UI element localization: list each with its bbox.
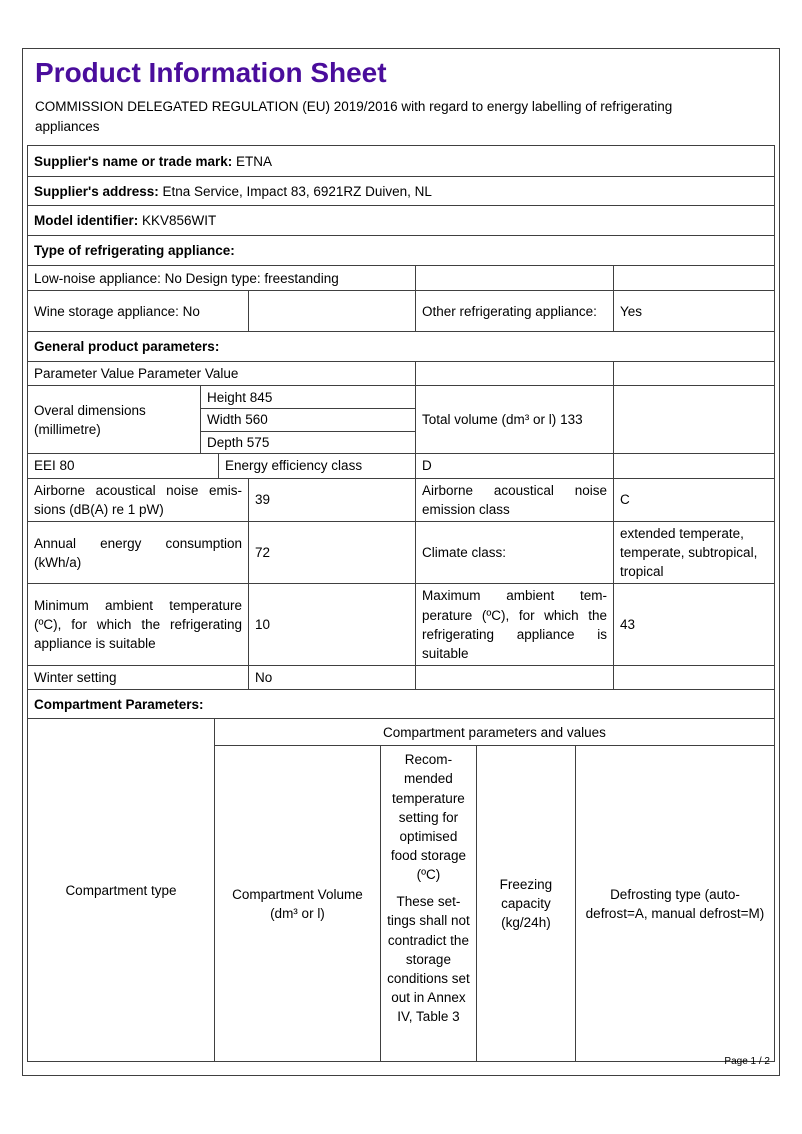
wine-storage-text: Wine storage appliance: No [34,303,200,319]
temperature-setting-header-cell [380,746,476,1061]
winter-setting-row [28,665,774,689]
compartment-params-header-cell [215,719,774,746]
winter-setting-value: No [255,670,273,686]
efficiency-class-label: Energy efficiency class [225,458,363,474]
empty-cell [613,454,774,477]
param-header-cell [28,362,415,385]
dimensions-subtable [200,386,415,453]
temperature-setting-note: These settings shall not contradict the storage conditions set out in Annex IV, Table 3 [387,894,470,1025]
empty-cell [248,291,415,331]
low-noise-cell [28,266,415,290]
energy-consumption-value: 72 [255,545,271,561]
defrosting-type-header: Defrosting type (auto-defrost=A, manual defrost=M) [585,886,765,921]
winter-setting-label: Winter setting [34,670,117,686]
noise-class-value: C [620,492,630,508]
energy-label-cell [28,522,248,583]
other-appliance-cell [415,291,613,331]
page-frame [22,48,780,1076]
dimension-width-text [207,410,268,429]
general-heading-row [28,331,774,361]
depth-value: 575 [246,434,270,450]
efficiency-class-value: D [422,458,432,474]
empty-cell [613,362,774,385]
model-identifier-row [28,205,774,235]
general-heading-cell [28,332,774,361]
empty-cell [415,362,613,385]
min-ambient-value-cell [248,584,415,665]
model-identifier-text [34,211,768,230]
winter-setting-value-cell [248,666,415,689]
regulation-text: COMMISSION DELEGATED REGULATION (EU) 2019/2016 with regard to energy labelling of refrigerating appliances [35,99,673,134]
dimensions-label: Overal dimensions (millimetre) [34,402,146,437]
supplier-address-text [34,182,768,201]
ambient-temperature-row [28,583,774,665]
energy-row [28,521,774,583]
climate-label-cell [415,522,613,583]
empty-cell [415,666,613,689]
max-ambient-value: 43 [620,617,636,633]
other-appliance-value-cell [613,291,774,331]
efficiency-class-value-cell [415,454,613,477]
freezing-capacity-header: Freezing capacity (kg/24h) [499,876,553,931]
height-label: Height [207,389,247,405]
compartment-heading: Compartment Parameters: [34,696,204,712]
total-volume-label: Total volume (dm³ or l) [422,412,557,428]
model-identifier-label: Model identifier: [34,213,139,229]
compartment-params-block [214,719,774,1061]
param-header-row [28,361,774,385]
supplier-name-cell [28,146,774,176]
total-volume-cell [415,386,613,453]
supplier-address-row [28,176,774,205]
winter-setting-label-cell [28,666,248,689]
temperature-setting-main: Recommended temperature setting for optimised food storage (ºC) [390,752,466,883]
total-volume-value: 133 [560,412,583,428]
noise-row [28,478,774,521]
supplier-name-text [34,152,768,171]
dimension-row-depth [201,431,415,453]
eei-value: 80 [59,458,75,474]
freezing-capacity-header-cell [476,746,575,1061]
dimension-row-width [201,408,415,430]
compartment-table-row [28,718,774,1061]
general-heading: General product parameters: [34,339,220,355]
page-title: Product Information Sheet [35,57,387,88]
compartment-type-header: Compartment type [65,882,177,898]
noise-class-label: Airborne acoustical noise emission class [422,482,607,517]
height-value: 845 [249,389,273,405]
compartment-heading-cell [28,690,774,718]
empty-cell [613,666,774,689]
page-number: Page 1 / 2 [724,1056,770,1067]
type-heading-row [28,235,774,265]
supplier-address-label: Supplier's address: [34,183,159,199]
supplier-address-value: Etna Service, Impact 83, 6921RZ Duiven, NL [162,183,432,199]
eei-row [28,453,774,477]
noise-emissions-label: Airborne acoustical noise emissions (dB(A) re 1 pW) [34,482,242,517]
compartment-params-header: Compartment parameters and values [383,724,606,740]
compartment-heading-row [28,689,774,718]
low-noise-text [34,269,409,288]
max-ambient-label-cell [415,584,613,665]
wine-storage-row [28,290,774,331]
width-label: Width [207,412,242,428]
empty-cell [415,266,613,290]
design-type-value: Design type: freestanding [185,270,339,286]
other-appliance-label: Other refrigerating appliance: [422,303,597,319]
noise-emissions-value: 39 [255,492,271,508]
climate-class-value: extended temperate, temperate, subtropical, tropical [620,525,758,580]
dimension-row-height [201,386,415,408]
noise-label-cell [28,479,248,521]
defrosting-type-header-cell [575,746,774,1061]
empty-cell [613,266,774,290]
climate-class-label: Climate class: [422,545,507,561]
max-ambient-label: Maximum ambient temperature (ºC), for which the refrigerating appliance is suitable [422,588,607,661]
climate-value-cell [613,522,774,583]
noise-value-cell [248,479,415,521]
model-identifier-value: KKV856WIT [142,213,217,229]
dimension-height-text [207,388,272,407]
dimensions-label-cell [28,386,200,453]
eei-label: EEI [34,458,56,474]
noise-class-value-cell [613,479,774,521]
min-ambient-label-cell [28,584,248,665]
supplier-name-value: ETNA [236,153,273,169]
energy-value-cell [248,522,415,583]
dimension-depth-text [207,433,269,452]
min-ambient-label: Minimum ambient temperature (ºC), for which the refrigerating appliance is suitable [34,597,242,652]
dimensions-row [28,385,774,453]
type-heading-cell [28,236,774,265]
compartment-type-cell [28,719,214,1061]
product-info-table [27,145,775,1062]
param-header-text: Parameter Value Parameter Value [34,366,239,382]
total-volume-text [422,410,607,429]
eei-cell [28,454,218,477]
eei-text [34,456,212,475]
compartment-volume-header-cell [215,746,380,1061]
wine-storage-cell [28,291,248,331]
width-value: 560 [245,412,268,428]
compartment-params-columns [215,746,774,1061]
supplier-name-row [28,146,774,176]
empty-cell [613,386,774,453]
energy-consumption-label: Annual energy consumption (kWh/a) [34,535,242,570]
efficiency-class-label-cell [218,454,415,477]
type-heading: Type of refrigerating appliance: [34,243,235,259]
depth-label: Depth [207,434,244,450]
other-appliance-value: Yes [620,303,643,319]
min-ambient-value: 10 [255,617,271,633]
model-identifier-cell [28,206,774,235]
max-ambient-value-cell [613,584,774,665]
supplier-name-label: Supplier's name or trade mark: [34,153,233,169]
compartment-volume-header: Compartment Volume (dm³ or l) [232,886,363,921]
low-noise-row [28,265,774,290]
low-noise-value: Low-noise appliance: No [34,270,182,286]
supplier-address-cell [28,177,774,205]
noise-class-label-cell [415,479,613,521]
